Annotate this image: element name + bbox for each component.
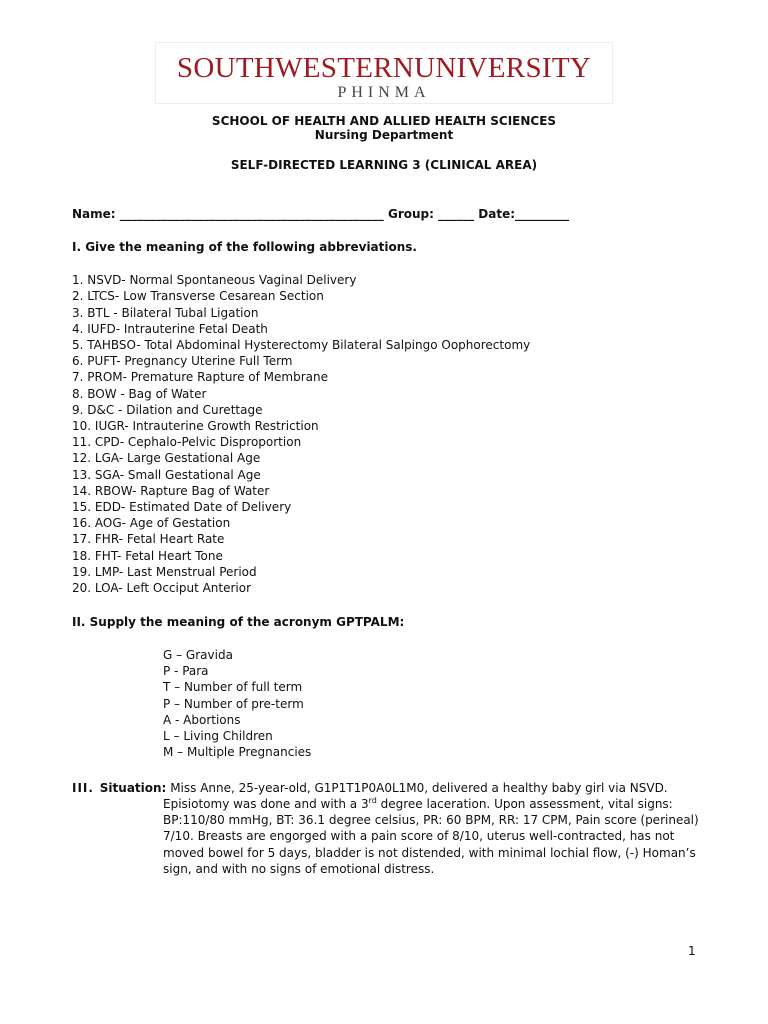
list-item: 12. LGA- Large Gestational Age — [72, 451, 261, 465]
situation-line: moved bowel for 5 days, bladder is not distended, with minimal lochial flow, (-) Homan’s — [163, 846, 696, 860]
university-logo — [155, 42, 613, 104]
list-item: 19. LMP- Last Menstrual Period — [72, 565, 257, 579]
situation-first-line — [72, 781, 668, 795]
section2-heading: II. Supply the meaning of the acronym GPTPALM: — [72, 615, 405, 629]
list-item: P - Para — [163, 664, 209, 678]
list-item: 3. BTL - Bilateral Tubal Ligation — [72, 306, 259, 320]
list-item: M – Multiple Pregnancies — [163, 745, 312, 759]
section1-heading: I. Give the meaning of the following abbreviations. — [72, 240, 417, 254]
section3-label: III. — [72, 781, 94, 795]
list-item: L – Living Children — [163, 729, 273, 743]
school-name: SCHOOL OF HEALTH AND ALLIED HEALTH SCIENCES — [211, 114, 557, 128]
list-item: 14. RBOW- Rapture Bag of Water — [72, 484, 270, 498]
logo-sub-text: PHINMA — [337, 84, 431, 101]
situation-label: Situation: — [99, 781, 167, 795]
list-item: 15. EDD- Estimated Date of Delivery — [72, 500, 292, 514]
list-item: 6. PUFT- Pregnancy Uterine Full Term — [72, 354, 293, 368]
list-item: 1. NSVD- Normal Spontaneous Vaginal Delivery — [72, 273, 357, 287]
document-title: SELF-DIRECTED LEARNING 3 (CLINICAL AREA) — [230, 158, 538, 172]
name-blank: ____________________________________________ — [119, 207, 384, 221]
situation-text: Episiotomy was done and with a 3 — [163, 797, 369, 811]
list-item: 7. PROM- Premature Rapture of Membrane — [72, 370, 329, 384]
list-item: G – Gravida — [163, 648, 233, 662]
list-item: 8. BOW - Bag of Water — [72, 387, 207, 401]
name-label: Name: — [72, 207, 116, 221]
page-number: 1 — [688, 944, 696, 958]
form-line — [72, 207, 569, 221]
group-label: Group: — [387, 207, 434, 221]
situation-line: 7/10. Breasts are engorged with a pain score of 8/10, uterus well-contracted, has not — [163, 829, 675, 843]
list-item: 17. FHR- Fetal Heart Rate — [72, 532, 225, 546]
list-item: T – Number of full term — [163, 680, 303, 694]
department-name: Nursing Department — [314, 128, 454, 142]
list-item: 20. LOA- Left Occiput Anterior — [72, 581, 252, 595]
situation-line — [163, 797, 673, 811]
list-item: 18. FHT- Fetal Heart Tone — [72, 549, 223, 563]
situation-text: degree laceration. Upon assessment, vital signs: — [376, 797, 673, 811]
list-item: A - Abortions — [163, 713, 241, 727]
date-label: Date: — [478, 207, 516, 221]
list-item: 9. D&C - Dilation and Curettage — [72, 403, 263, 417]
situation-line: sign, and with no signs of emotional distress. — [163, 862, 435, 876]
list-item: 5. TAHBSO- Total Abdominal Hysterectomy Bilateral Salpingo Oophorectomy — [72, 338, 531, 352]
list-item: 2. LTCS- Low Transverse Cesarean Section — [72, 289, 324, 303]
list-item: 10. IUGR- Intrauterine Growth Restriction — [72, 419, 319, 433]
superscript: rd — [368, 796, 377, 805]
situation-text: Miss Anne, 25-year-old, G1P1T1P0A0L1M0, delivered a healthy baby girl via NSVD. — [170, 781, 668, 795]
list-item: 13. SGA- Small Gestational Age — [72, 468, 261, 482]
list-item: 11. CPD- Cephalo-Pelvic Disproportion — [72, 435, 302, 449]
list-item: P – Number of pre-term — [163, 697, 304, 711]
situation-line: BP:110/80 mmHg, BT: 36.1 degree celsius, PR: 60 BPM, RR: 17 CPM, Pain score (perineal) — [163, 813, 699, 827]
logo-main-text: SOUTHWESTERNUNIVERSITY — [176, 52, 592, 84]
group-blank: ______ — [438, 207, 475, 221]
date-blank: _________ — [515, 207, 570, 221]
list-item: 4. IUFD- Intrauterine Fetal Death — [72, 322, 268, 336]
list-item: 16. AOG- Age of Gestation — [72, 516, 231, 530]
